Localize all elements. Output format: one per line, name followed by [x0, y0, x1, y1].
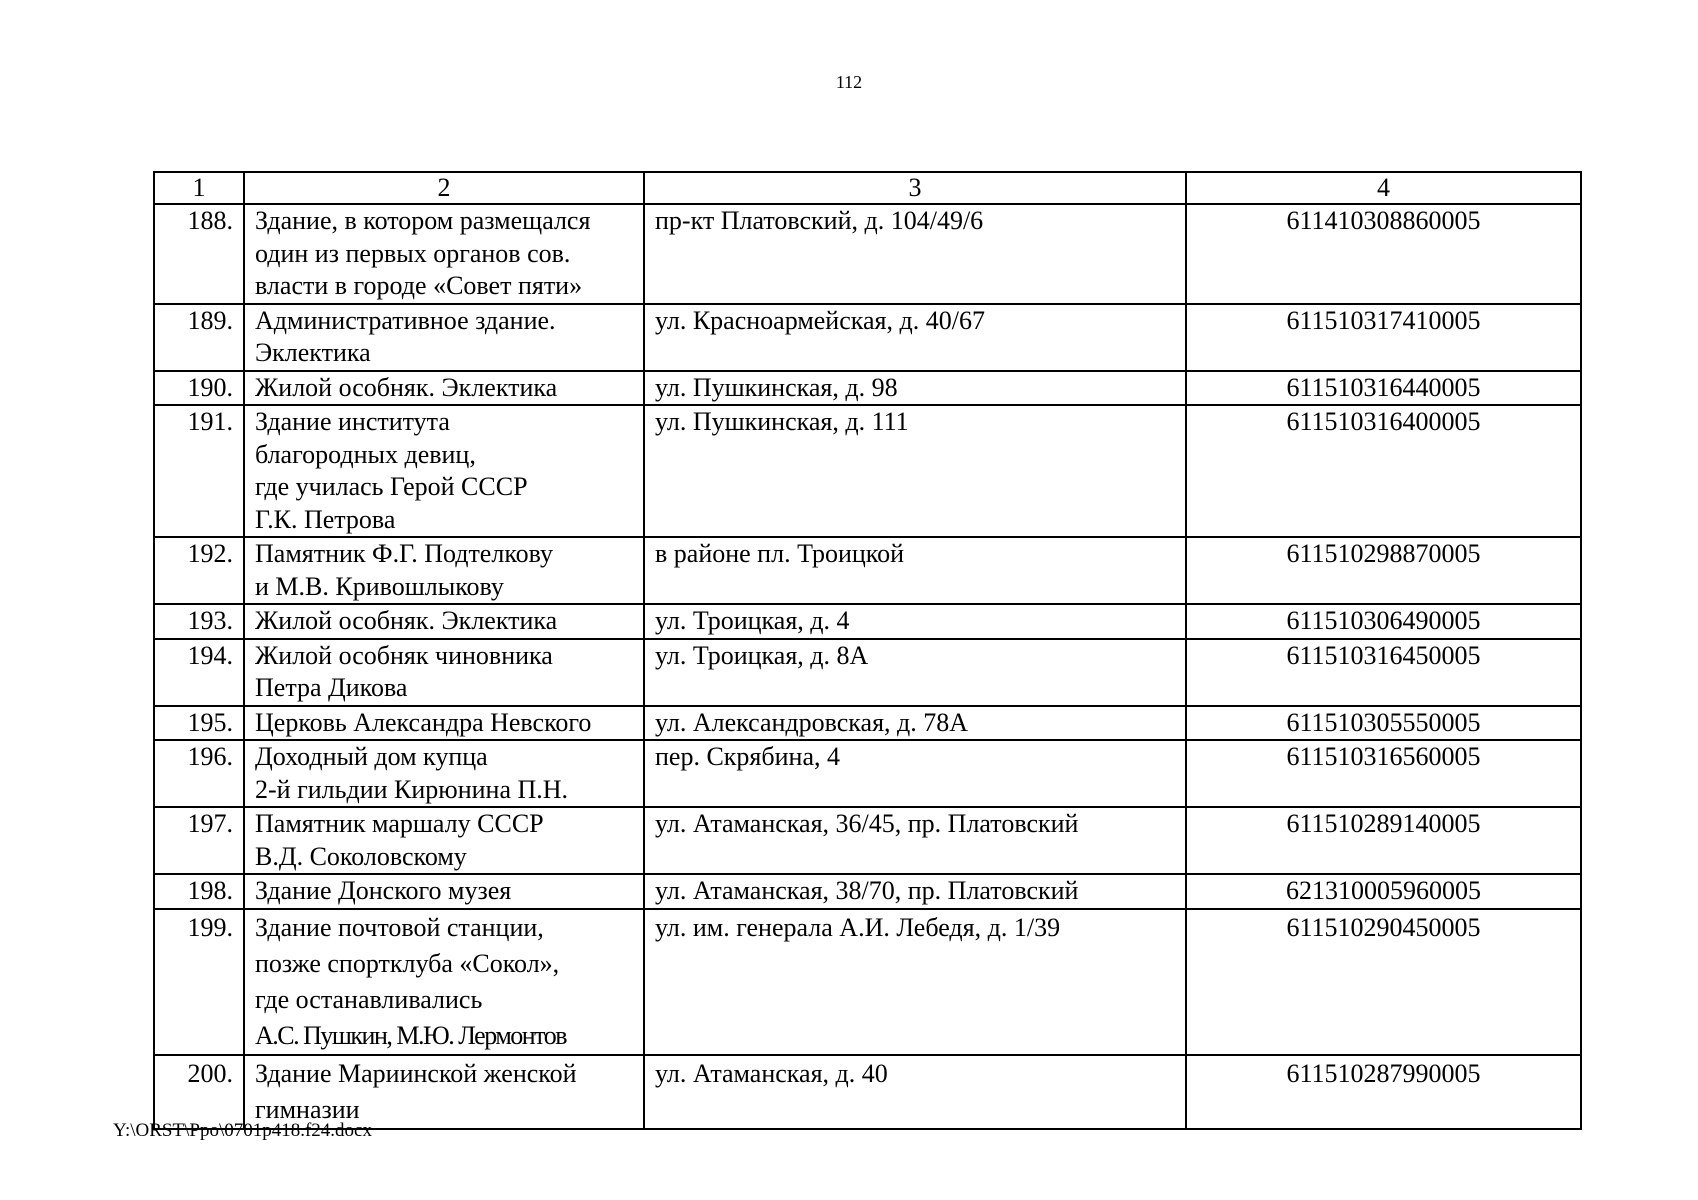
object-name-line: власти в городе «Совет пяти» [255, 271, 583, 300]
object-name [244, 874, 644, 909]
object-address-text: ул. Атаманская, 38/70, пр. Платовский [655, 876, 1079, 905]
table-row [154, 405, 1581, 537]
object-name-line: гимназии [255, 1094, 360, 1124]
table-row [154, 909, 1581, 1055]
object-name-line: Жилой особняк. Эклектика [255, 372, 558, 402]
object-name-line: Эклектика [255, 338, 371, 367]
object-name [244, 909, 644, 1055]
object-address-text: в районе пл. Троицкой [655, 539, 905, 568]
table-row [154, 807, 1581, 874]
object-name-line: Церковь Александра Невского [255, 707, 592, 737]
object-name [244, 1055, 644, 1129]
object-name-line: 2-й гильдии Кирюнина П.Н. [255, 774, 569, 804]
object-name-line: Памятник Ф.Г. Подтелкову [255, 539, 554, 568]
object-name [244, 706, 644, 741]
object-name [244, 604, 644, 639]
registry-code: 621310005960005 [1186, 874, 1581, 909]
row-number: 199. [154, 909, 244, 1055]
registry-code: 611510289140005 [1186, 807, 1581, 874]
object-name-line: В.Д. Соколовскому [255, 841, 467, 871]
heritage-objects-table [153, 171, 1582, 1130]
registry-code: 611510316560005 [1186, 740, 1581, 807]
object-name [244, 537, 644, 604]
object-address [644, 371, 1186, 406]
object-address [644, 874, 1186, 909]
registry-code: 611510317410005 [1186, 304, 1581, 371]
object-address-text: ул. им. генерала А.И. Лебедя, д. 1/39 [655, 912, 1061, 942]
object-address-text: ул. Красноармейская, д. 40/67 [655, 305, 985, 335]
object-address [644, 639, 1186, 706]
object-address-text: ул. Троицкая, д. 8А [655, 640, 869, 670]
object-address [644, 909, 1186, 1055]
object-address-text: ул. Атаманская, д. 40 [655, 1058, 888, 1088]
object-name-line: Здание института [255, 407, 450, 436]
object-name-line: Здание, в котором размещался [255, 206, 591, 235]
table-row [154, 639, 1581, 706]
object-name [244, 405, 644, 537]
object-name-line: Доходный дом купца [255, 742, 488, 771]
object-name-line: Здание Мариинской женской [255, 1058, 577, 1088]
row-number: 192. [154, 537, 244, 604]
row-number: 188. [154, 204, 244, 304]
row-number: 191. [154, 405, 244, 537]
column-header-name: 2 [244, 172, 644, 204]
object-address [644, 706, 1186, 741]
registry-code: 611510316440005 [1186, 371, 1581, 406]
row-number: 193. [154, 604, 244, 639]
object-name-line: и М.В. Кривошлыкову [255, 571, 504, 601]
table-row [154, 740, 1581, 807]
object-name-line: Петра Дикова [255, 673, 408, 702]
object-name-line: Г.К. Петрова [255, 504, 396, 534]
row-number: 198. [154, 874, 244, 909]
object-name-line: Памятник маршалу СССР [255, 809, 544, 838]
table-row [154, 706, 1581, 741]
row-number: 197. [154, 807, 244, 874]
object-name-line: где училась Герой СССР [255, 472, 528, 501]
object-name-line: благородных девиц, [255, 439, 476, 469]
object-address [644, 204, 1186, 304]
object-name [244, 740, 644, 807]
table-body [154, 204, 1581, 1129]
row-number: 200. [154, 1055, 244, 1129]
column-header-number: 1 [154, 172, 244, 204]
object-address-text: ул. Александровская, д. 78А [655, 707, 969, 737]
object-name [244, 371, 644, 406]
object-name [244, 639, 644, 706]
object-address [644, 537, 1186, 604]
object-address-text: ул. Атаманская, 36/45, пр. Платовский [655, 809, 1079, 838]
table-row [154, 874, 1581, 909]
table-row [154, 204, 1581, 304]
document-file-path: Y:\ORST\Ppo\0701p418.f24.docx [113, 1120, 372, 1141]
object-address [644, 405, 1186, 537]
object-name [244, 204, 644, 304]
object-name-line: Административное здание. [255, 305, 556, 335]
registry-code: 611510287990005 [1186, 1055, 1581, 1129]
table-row [154, 1055, 1581, 1129]
object-name-line: один из первых органов сов. [255, 238, 571, 268]
object-name-line: где останавливались [255, 984, 483, 1014]
row-number: 189. [154, 304, 244, 371]
row-number: 196. [154, 740, 244, 807]
registry-code: 611510305550005 [1186, 706, 1581, 741]
object-name [244, 304, 644, 371]
registry-code: 611510298870005 [1186, 537, 1581, 604]
object-address-text: пер. Скрябина, 4 [655, 742, 840, 771]
registry-code: 611510306490005 [1186, 604, 1581, 639]
object-address [644, 604, 1186, 639]
object-address [644, 1055, 1186, 1129]
object-name-line: Здание почтовой станции, [255, 912, 544, 942]
table-row [154, 371, 1581, 406]
registry-code: 611510316400005 [1186, 405, 1581, 537]
object-name-line: А.С. Пушкин, М.Ю. Лермонтов [255, 1020, 566, 1050]
table-row [154, 604, 1581, 639]
registry-code: 611510290450005 [1186, 909, 1581, 1055]
table-row [154, 537, 1581, 604]
column-header-code: 4 [1186, 172, 1581, 204]
row-number: 195. [154, 706, 244, 741]
object-name-line: Жилой особняк чиновника [255, 640, 553, 670]
page-number: 112 [835, 72, 863, 92]
row-number: 190. [154, 371, 244, 406]
object-address [644, 807, 1186, 874]
column-header-address: 3 [644, 172, 1186, 204]
object-address [644, 304, 1186, 371]
table-row [154, 304, 1581, 371]
object-address-text: ул. Троицкая, д. 4 [655, 606, 850, 635]
object-name-line: Жилой особняк. Эклектика [255, 606, 558, 635]
row-number: 194. [154, 639, 244, 706]
registry-code: 611410308860005 [1186, 204, 1581, 304]
registry-code: 611510316450005 [1186, 639, 1581, 706]
table-header-row [154, 172, 1581, 204]
object-name [244, 807, 644, 874]
object-name-line: позже спортклуба «Сокол», [255, 948, 560, 978]
object-name-line: Здание Донского музея [255, 876, 512, 905]
object-address-text: ул. Пушкинская, д. 98 [655, 372, 898, 402]
object-address [644, 740, 1186, 807]
object-address-text: ул. Пушкинская, д. 111 [655, 407, 909, 436]
object-address-text: пр-кт Платовский, д. 104/49/6 [655, 206, 984, 235]
